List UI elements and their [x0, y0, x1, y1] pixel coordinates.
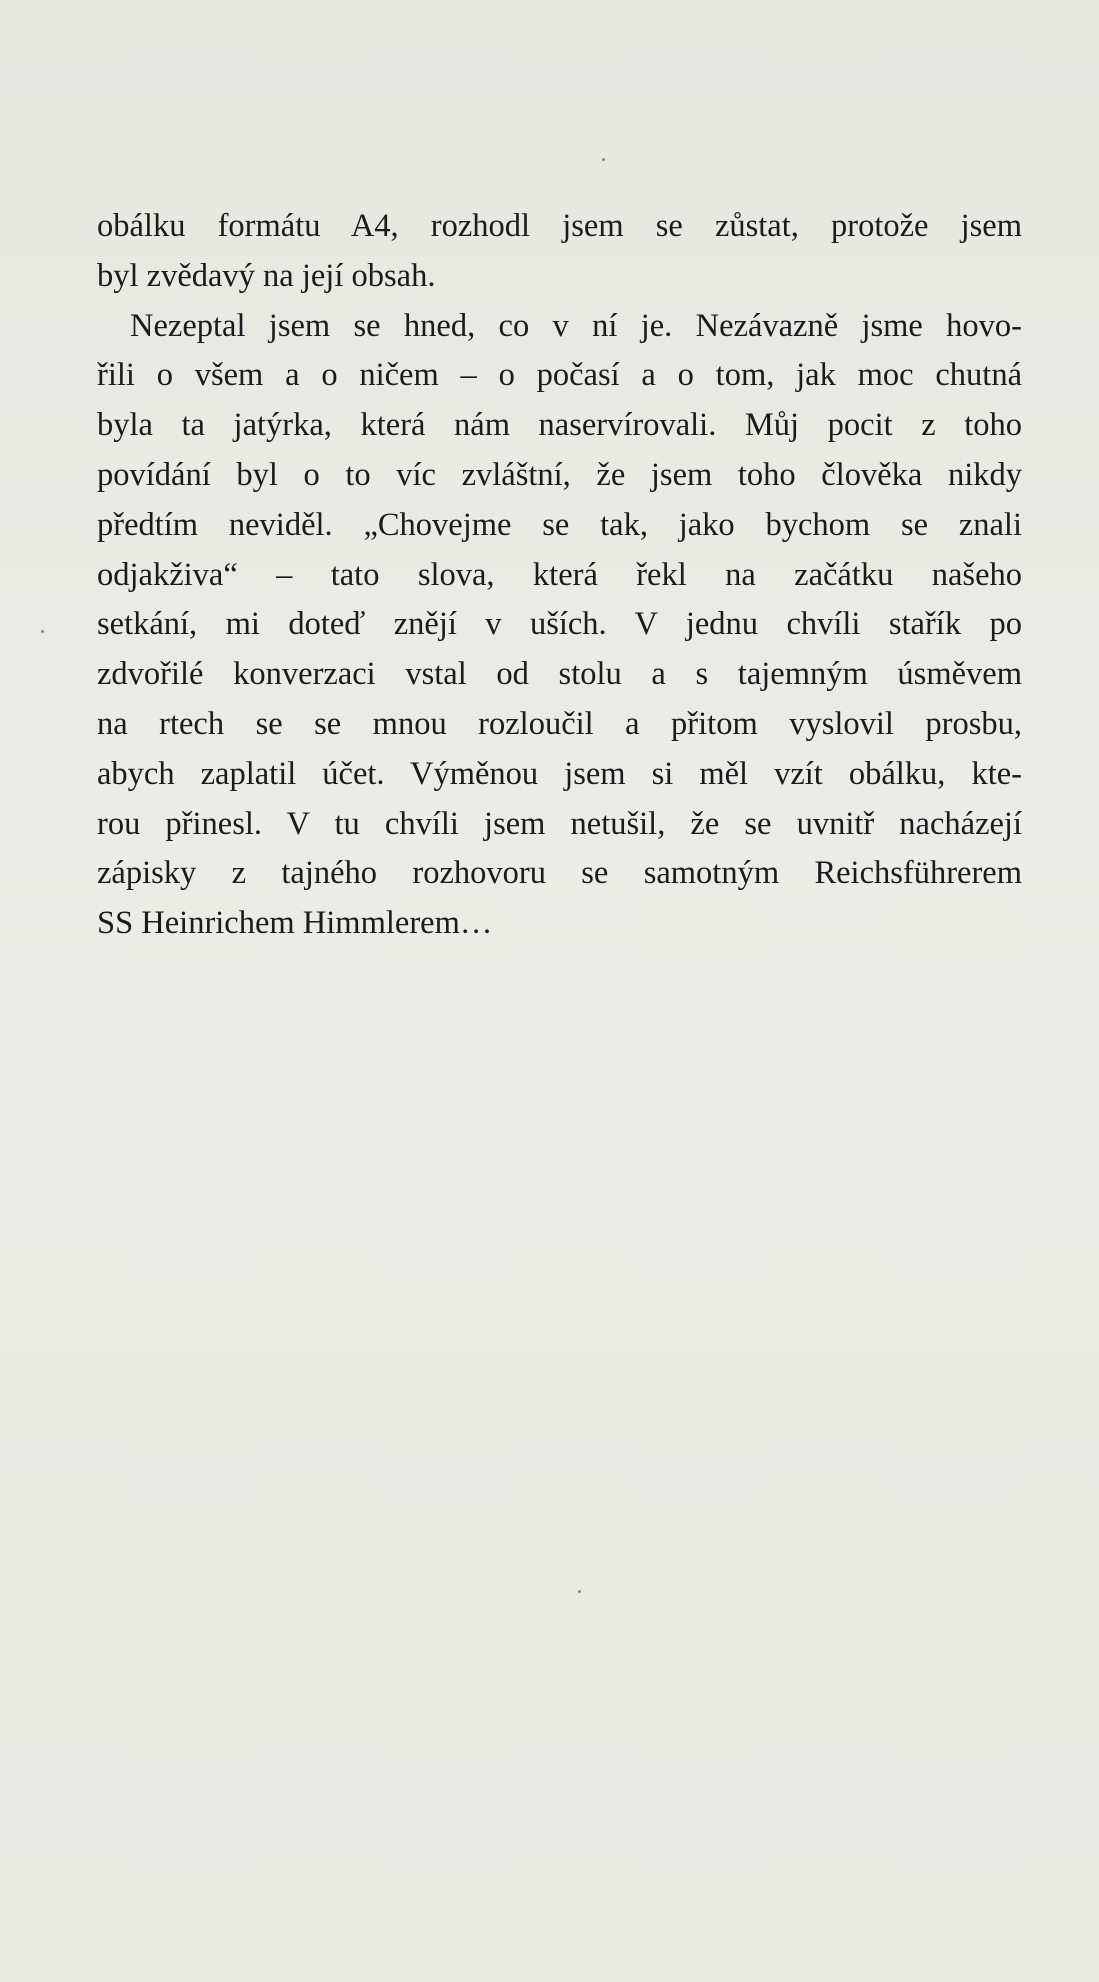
text-line: byla ta jatýrka, která nám naservírovali. Můj pocit z toho	[97, 407, 1022, 444]
text-line: rou přinesl. V tu chvíli jsem netušil, že se uvnitř nacházejí	[97, 805, 1022, 842]
paper-speck	[578, 1590, 581, 1593]
text-line: Nezeptal jsem se hned, co v ní je. Nezávazně jsme hovo-	[130, 307, 1022, 344]
text-line: byl zvědavý na její obsah.	[97, 257, 436, 294]
text-line: zápisky z tajného rozhovoru se samotným Reichsführerem	[97, 855, 1022, 892]
paper-speck	[602, 158, 605, 161]
text-line: SS Heinrichem Himmlerem…	[97, 905, 493, 942]
text-line: odjakživa“ – tato slova, která řekl na začátku našeho	[97, 556, 1022, 593]
text-line: abych zaplatil účet. Výměnou jsem si měl vzít obálku, kte-	[97, 755, 1022, 792]
text-line: zdvořilé konverzaci vstal od stolu a s tajemným úsměvem	[97, 656, 1022, 693]
text-line: povídání byl o to víc zvláštní, že jsem toho člověka nikdy	[97, 456, 1022, 493]
text-line: setkání, mi doteď znějí v uších. V jednu chvíli stařík po	[97, 606, 1022, 643]
text-line: obálku formátu A4, rozhodl jsem se zůstat, protože jsem	[97, 208, 1022, 244]
text-line: předtím neviděl. „Chovejme se tak, jako bychom se znali	[97, 506, 1022, 543]
paper-speck	[41, 630, 44, 633]
body-text	[97, 202, 1022, 949]
text-line: na rtech se se mnou rozloučil a přitom vyslovil prosbu,	[97, 705, 1022, 742]
text-line: řili o všem a o ničem – o počasí a o tom, jak moc chutná	[97, 357, 1022, 394]
